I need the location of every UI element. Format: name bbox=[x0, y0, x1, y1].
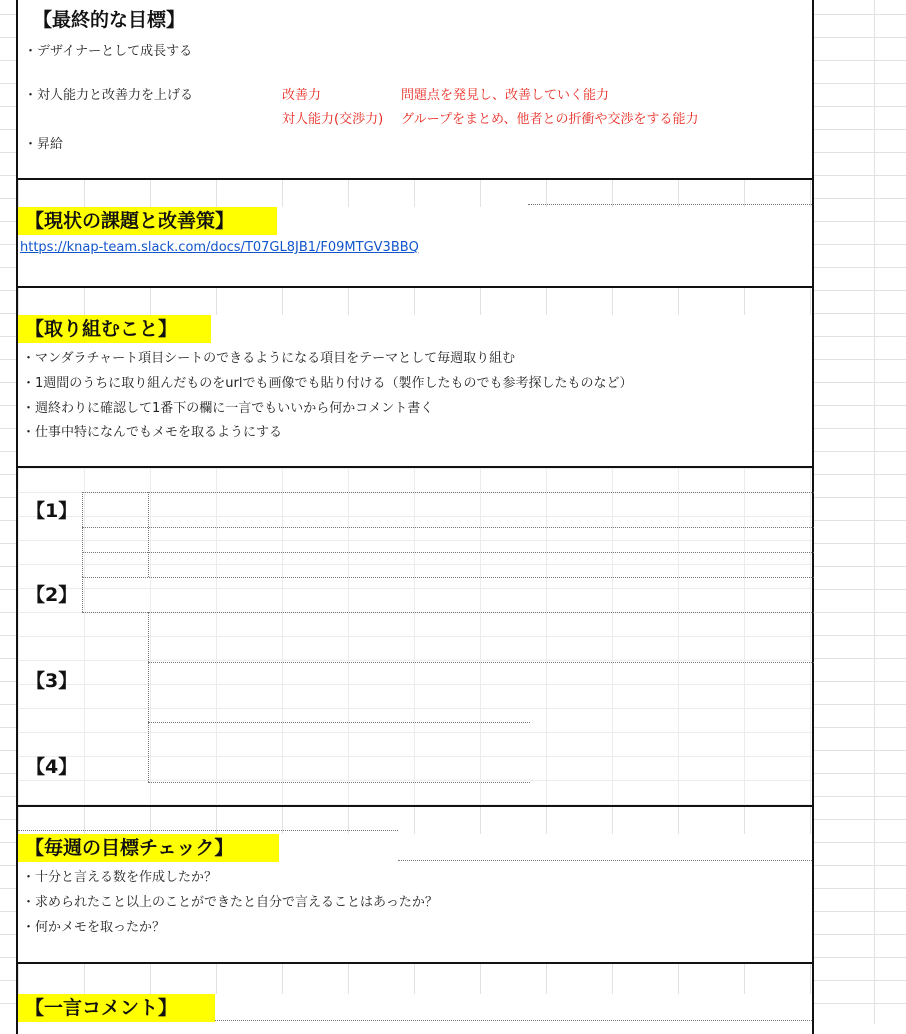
cell-border bbox=[18, 830, 398, 831]
goal-note-desc[interactable]: グループをまとめ、他者との折衝や交渉をする能力 bbox=[401, 112, 699, 127]
cell-border bbox=[148, 662, 814, 663]
cell-border bbox=[82, 577, 83, 612]
goal-note-desc[interactable]: 問題点を発見し、改善していく能力 bbox=[401, 88, 610, 103]
efforts-title: 【取り組むこと】 bbox=[18, 315, 211, 343]
cell-border bbox=[148, 722, 530, 723]
goal-bullet[interactable]: ・対人能力と改善力を上げる bbox=[24, 88, 194, 103]
comment-section bbox=[16, 994, 814, 1034]
cell-border bbox=[528, 204, 812, 205]
check-bullet[interactable]: ・何かメモを取ったか？ bbox=[22, 920, 166, 935]
issues-link[interactable]: https://knap-team.slack.com/docs/T07GL8JB1/F09MTGV3BBQ bbox=[20, 240, 419, 255]
goals-section bbox=[16, 0, 814, 180]
cell-border bbox=[398, 860, 812, 861]
weekly-check-section bbox=[16, 834, 814, 964]
effort-bullet[interactable]: ・マンダラチャート項目シートのできるようになる項目をテーマとして毎週取り組む bbox=[22, 351, 516, 366]
week-label-4: 【4】 bbox=[26, 756, 78, 778]
cell-border bbox=[82, 552, 814, 553]
cell-border bbox=[82, 527, 814, 528]
goals-title: 【最終的な目標】 bbox=[33, 9, 186, 31]
goal-note-term[interactable]: 対人能力(交渉力) bbox=[282, 112, 384, 127]
check-bullet[interactable]: ・求められたこと以上のことができたと自分で言えることはあったか？ bbox=[22, 895, 438, 910]
effort-bullet[interactable]: ・仕事中特になんでもメモを取るようにする bbox=[22, 425, 283, 440]
cell-border bbox=[148, 492, 149, 577]
goal-bullet[interactable]: ・デザイナーとして成長する bbox=[24, 44, 193, 59]
cell-border bbox=[148, 782, 530, 783]
goal-note-term[interactable]: 改善力 bbox=[282, 88, 322, 103]
week-label-2: 【2】 bbox=[26, 584, 78, 606]
comment-title: 【一言コメント】 bbox=[18, 994, 215, 1022]
check-bullet[interactable]: ・十分と言える数を作成したか？ bbox=[22, 870, 218, 885]
cell-border bbox=[82, 612, 814, 613]
section-gap bbox=[16, 288, 814, 315]
section-gap bbox=[16, 180, 814, 207]
issues-title: 【現状の課題と改善策】 bbox=[18, 207, 277, 235]
cell-border bbox=[82, 577, 814, 578]
cell-border bbox=[82, 492, 814, 493]
efforts-section bbox=[16, 315, 814, 468]
week-label-3: 【3】 bbox=[26, 670, 78, 692]
week-label-1: 【1】 bbox=[26, 500, 78, 522]
weekly-check-title: 【毎週の目標チェック】 bbox=[18, 834, 279, 862]
cell-border bbox=[82, 492, 83, 577]
effort-bullet[interactable]: ・1週間のうちに取り組んだものをurlでも画像でも貼り付ける（製作したものでも参考探したものなど） bbox=[22, 376, 633, 391]
section-gap bbox=[16, 964, 814, 994]
goal-bullet[interactable]: ・昇給 bbox=[24, 137, 64, 152]
cell-border bbox=[148, 612, 149, 782]
cell-border bbox=[215, 1020, 812, 1021]
issues-section bbox=[16, 207, 814, 288]
effort-bullet[interactable]: ・週終わりに確認して1番下の欄に一言でもいいから何かコメント書く bbox=[22, 401, 434, 416]
weeks-section bbox=[16, 468, 814, 807]
